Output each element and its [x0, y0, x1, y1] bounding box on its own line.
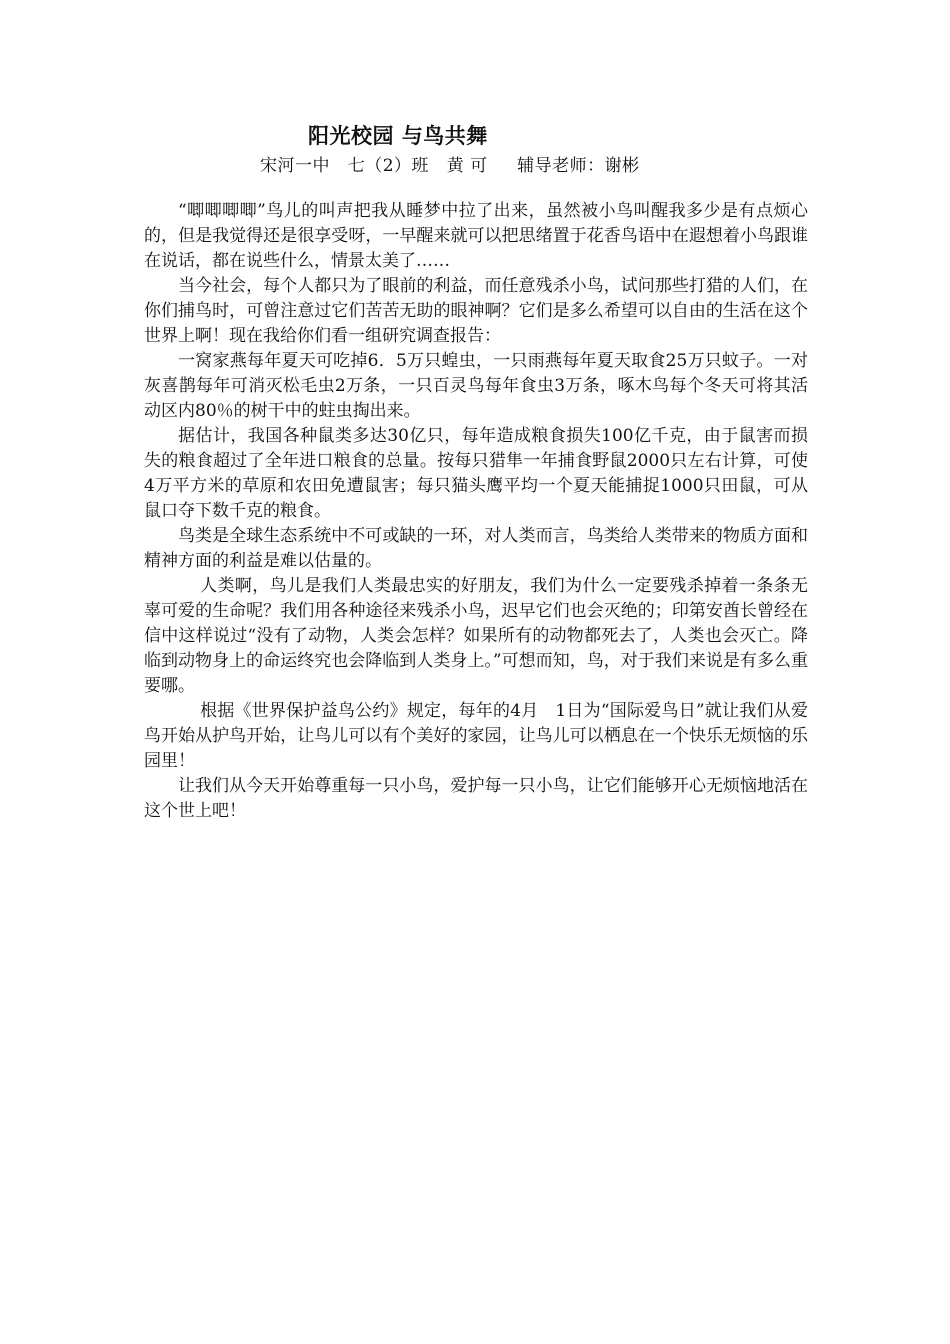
document-title: 阳光校园 与鸟共舞	[308, 124, 488, 148]
paragraph-birdsong: “唧唧唧唧”鸟儿的叫声把我从睡梦中拉了出来，虽然被小鸟叫醒我多少是有点烦心的，但是我觉得还是很享受呀，一早醒来就可以把思绪置于花香鸟语中在遐想着小鸟跟谁在说话，都在说些什么，情景太美了……	[144, 201, 808, 271]
paragraph-insect-statistics: 一窝家燕每年夏天可吃掉6．5万只蝗虫，一只雨燕每年夏天取食25万只蚊子。一对灰喜鹊每年可消灭松毛虫2万条，一只百灵鸟每年食虫3万条，啄木鸟每个冬天可将其活动区内80％的树干中的蛀虫掏出来。	[144, 351, 808, 421]
paragraph-ecosystem: 鸟类是全球生态系统中不可或缺的一环，对人类而言，鸟类给人类带来的物质方面和精神方面的利益是难以估量的。	[144, 526, 808, 571]
paragraph-humanity: 人类啊，鸟儿是我们人类最忠实的好朋友，我们为什么一定要残杀掉着一条条无辜可爱的生命呢？我们用各种途径来残杀小鸟，迟早它们也会灭绝的；印第安酋长曾经在信中这样说过“没有了动物，人类会怎样？如果所有的动物都死去了，人类也会灭亡。降临到动物身上的命运终究也会降临到人类身上。”可想而知，鸟，对于我们来说是有多么重要哪。	[144, 576, 808, 696]
paragraph-conclusion: 让我们从今天开始尊重每一只小鸟，爱护每一只小鸟，让它们能够开心无烦恼地活在这个世上吧！	[144, 776, 808, 821]
author-byline: 宋河一中 七（2）班 黄 可 辅导老师：谢彬	[260, 156, 640, 176]
paragraph-rodent-statistics: 据估计，我国各种鼠类多达30亿只，每年造成粮食损失100亿千克，由于鼠害而损失的粮食超过了全年进口粮食的总量。按每只猎隼一年捕食野鼠2000只左右计算，可使4万平方米的草原和农田免遭鼠害；每只猫头鹰平均一个夏天能捕捉1000只田鼠，可从鼠口夺下数千克的粮食。	[144, 426, 808, 521]
document-body	[144, 199, 808, 824]
paragraph-bird-day: 根据《世界保护益鸟公约》规定，每年的4月 1日为“国际爱鸟日”就让我们从爱鸟开始从护鸟开始，让鸟儿可以有个美好的家园，让鸟儿可以栖息在一个快乐无烦恼的乐园里！	[144, 701, 808, 771]
paragraph-society: 当今社会，每个人都只为了眼前的利益，而任意残杀小鸟，试问那些打猎的人们，在你们捕鸟时，可曾注意过它们苦苦无助的眼神啊？它们是多么希望可以自由的生活在这个世界上啊！现在我给你们看一组研究调查报告：	[144, 276, 808, 346]
